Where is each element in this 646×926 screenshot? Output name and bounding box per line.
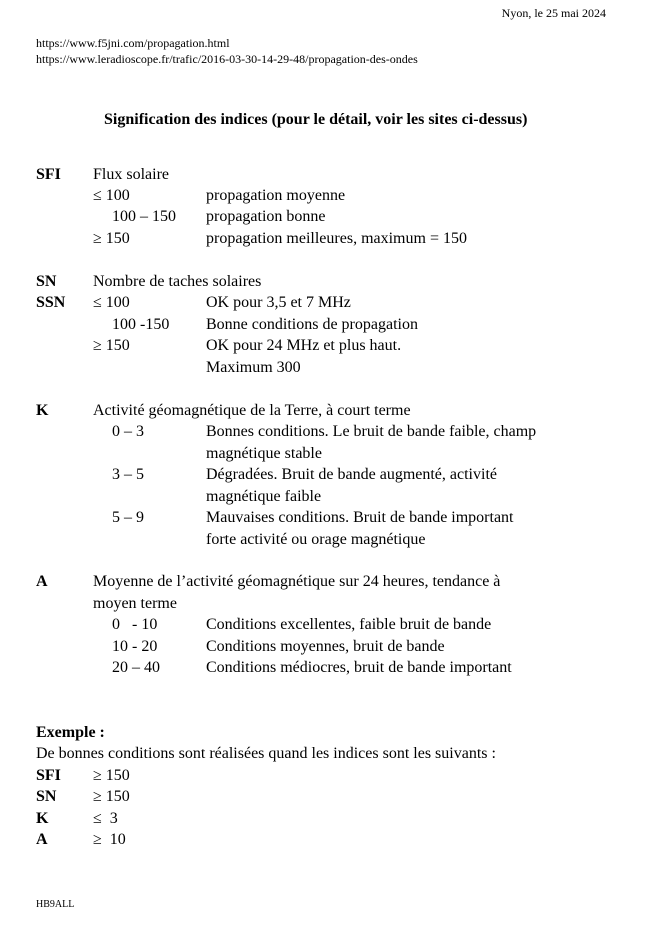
a-heading-row-continued bbox=[0, 593, 646, 615]
sn-range-1: ≤ 100 bbox=[93, 294, 130, 311]
sfi-range-row-3 bbox=[0, 228, 646, 250]
sn-meaning-2: Bonne conditions de propagation bbox=[206, 316, 418, 333]
sfi-range-row-1 bbox=[0, 185, 646, 207]
a-meaning-2: Conditions moyennes, bruit de bande bbox=[206, 638, 445, 655]
example-row-sfi bbox=[0, 765, 646, 787]
a-description-line-2: moyen terme bbox=[93, 595, 177, 612]
a-range-1: 0 - 10 bbox=[112, 616, 158, 633]
a-range-3: 20 – 40 bbox=[112, 659, 160, 676]
k-range-1: 0 – 3 bbox=[112, 423, 144, 440]
k-range-3: 5 – 9 bbox=[112, 509, 144, 526]
k-meaning-3: Mauvaises conditions. Bruit de bande important bbox=[206, 509, 514, 526]
a-range-2: 10 - 20 bbox=[112, 638, 158, 655]
example-value-sn: ≥ 150 bbox=[93, 788, 130, 805]
example-value-sfi: ≥ 150 bbox=[93, 767, 130, 784]
k-range-2: 3 – 5 bbox=[112, 466, 144, 483]
example-key-k: K bbox=[36, 810, 49, 827]
example-key-sn: SN bbox=[36, 788, 57, 805]
a-range-row-1 bbox=[0, 614, 646, 636]
sn-description: Nombre de taches solaires bbox=[93, 273, 262, 290]
a-meaning-3: Conditions médiocres, bruit de bande important bbox=[206, 659, 512, 676]
example-row-a bbox=[0, 829, 646, 851]
example-sentence: De bonnes conditions sont réalisées quand les indices sont les suivants : bbox=[36, 745, 496, 762]
author-footer: HB9ALL bbox=[36, 899, 75, 910]
example-row-sn bbox=[0, 786, 646, 808]
sn-key: SN bbox=[36, 273, 57, 290]
ssn-key: SSN bbox=[36, 294, 66, 311]
sn-meaning-3-maximum: Maximum 300 bbox=[206, 359, 301, 376]
reference-link-leradioscope[interactable]: https://www.leradioscope.fr/trafic/2016-03-30-14-29-48/propagation-des-ondes bbox=[36, 52, 418, 66]
sfi-meaning-2: propagation bonne bbox=[206, 208, 326, 225]
k-meaning-1-line-2: magnétique stable bbox=[206, 445, 322, 462]
k-meaning-1: Bonnes conditions. Le bruit de bande faible, champ bbox=[206, 423, 537, 440]
sn-range-3: ≥ 150 bbox=[93, 337, 130, 354]
k-description: Activité géomagnétique de la Terre, à court terme bbox=[93, 402, 411, 419]
sn-meaning-1: OK pour 3,5 et 7 MHz bbox=[206, 294, 351, 311]
k-meaning-3-line-2: forte activité ou orage magnétique bbox=[206, 531, 426, 548]
example-heading: Exemple : bbox=[36, 724, 105, 741]
sfi-range-row-2 bbox=[0, 206, 646, 228]
k-range-row-2-continued bbox=[0, 486, 646, 508]
sn-meaning-3: OK pour 24 MHz et plus haut. bbox=[206, 337, 402, 354]
sfi-description: Flux solaire bbox=[93, 166, 169, 183]
k-range-row-3-continued bbox=[0, 529, 646, 551]
sfi-key: SFI bbox=[36, 166, 61, 183]
k-range-row-1 bbox=[0, 421, 646, 443]
reference-link-f5jni[interactable]: https://www.f5jni.com/propagation.html bbox=[36, 36, 230, 50]
k-range-row-1-continued bbox=[0, 443, 646, 465]
a-range-row-2 bbox=[0, 636, 646, 658]
example-key-a: A bbox=[36, 831, 48, 848]
example-row-k bbox=[0, 808, 646, 830]
sn-range-row-3 bbox=[0, 335, 646, 357]
sfi-range-2: 100 – 150 bbox=[112, 208, 176, 225]
sn-range-2: 100 -150 bbox=[112, 316, 170, 333]
a-range-row-3 bbox=[0, 657, 646, 679]
example-key-sfi: SFI bbox=[36, 767, 61, 784]
sfi-meaning-1: propagation moyenne bbox=[206, 187, 346, 204]
example-value-k: ≤ 3 bbox=[93, 810, 118, 827]
document-date: Nyon, le 25 mai 2024 bbox=[501, 6, 606, 20]
sfi-meaning-3: propagation meilleures, maximum = 150 bbox=[206, 230, 467, 247]
a-heading-row bbox=[0, 571, 646, 593]
sfi-range-3: ≥ 150 bbox=[93, 230, 130, 247]
sn-range-row-2 bbox=[0, 314, 646, 336]
page-title: Signification des indices (pour le détail, voir les sites ci-dessus) bbox=[104, 111, 528, 128]
k-heading-row bbox=[0, 400, 646, 422]
sn-range-row-1 bbox=[0, 292, 646, 314]
a-key: A bbox=[36, 573, 48, 590]
k-meaning-2-line-2: magnétique faible bbox=[206, 488, 322, 505]
k-range-row-3 bbox=[0, 507, 646, 529]
k-key: K bbox=[36, 402, 49, 419]
k-range-row-2 bbox=[0, 464, 646, 486]
sn-heading-row bbox=[0, 271, 646, 293]
example-value-a: ≥ 10 bbox=[93, 831, 126, 848]
sfi-heading-row bbox=[0, 164, 646, 186]
a-meaning-1: Conditions excellentes, faible bruit de bande bbox=[206, 616, 492, 633]
a-description: Moyenne de l’activité géomagnétique sur 24 heures, tendance à bbox=[93, 573, 501, 590]
sn-range-row-3-continued bbox=[0, 357, 646, 379]
sfi-range-1: ≤ 100 bbox=[93, 187, 130, 204]
k-meaning-2: Dégradées. Bruit de bande augmenté, activité bbox=[206, 466, 497, 483]
